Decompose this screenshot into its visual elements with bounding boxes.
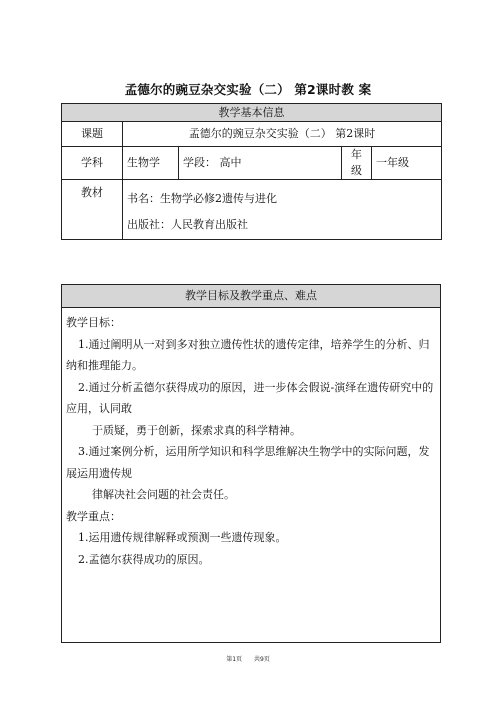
objectives-table — [61, 284, 441, 643]
grade-label-line2: 级 — [351, 164, 362, 177]
goal-2-continued: 于质疑，勇于创新，探索求真的科学精神。 — [92, 423, 301, 437]
key-point-2: 2.孟德尔获得成功的原因。 — [78, 552, 210, 566]
goal-3: 3.通过案例分析，运用所学知识和科学思维解决生物学中的实际问题，发展运用遗传规 — [66, 445, 430, 480]
book-name: 书名：生物学必修2遗传与进化 — [127, 192, 277, 205]
textbook-label: 教材 — [62, 180, 123, 240]
basic-info-header: 教学基本信息 — [62, 104, 442, 122]
basic-info-table — [61, 103, 442, 240]
document-title: 孟德尔的豌豆杂交实验（二） 第2课时教 案 — [124, 82, 372, 97]
page-number: 第1页 — [226, 656, 243, 663]
publisher: 出版社：人民教育出版社 — [127, 218, 248, 231]
goal-1: 1.通过阐明从一对到多对独立遗传性状的遗传定律，培养学生的分析、归纳和推理能力。 — [66, 337, 430, 372]
grade-label-line1: 年 — [351, 148, 362, 161]
page-footer — [0, 654, 496, 663]
key-point-1: 1.运用遗传规律解释或预测一些遗传现象。 — [78, 531, 287, 544]
page-total: 共9页 — [253, 656, 270, 663]
subject-label: 学科 — [62, 147, 123, 180]
objectives-body — [62, 308, 441, 643]
textbook-info — [123, 180, 442, 240]
stage-label: 学段： 高中 — [179, 147, 342, 180]
grade-label — [342, 147, 372, 180]
key-points-label: 教学重点： — [66, 509, 121, 523]
goal-3-continued: 律解决社会问题的社会责任。 — [92, 488, 235, 501]
objectives-header: 教学目标及教学重点、难点 — [62, 285, 441, 308]
subject-value: 生物学 — [123, 147, 179, 180]
grade-value: 一年级 — [372, 147, 442, 180]
goal-2: 2.通过分析孟德尔获得成功的原因，进一步体会假说-演绎在遗传研究中的应用，认同敢 — [66, 380, 434, 415]
topic-label: 课题 — [62, 122, 123, 147]
topic-value: 孟德尔的豌豆杂交实验（二） 第2课时 — [123, 122, 442, 147]
goals-label: 教学目标： — [66, 316, 121, 329]
